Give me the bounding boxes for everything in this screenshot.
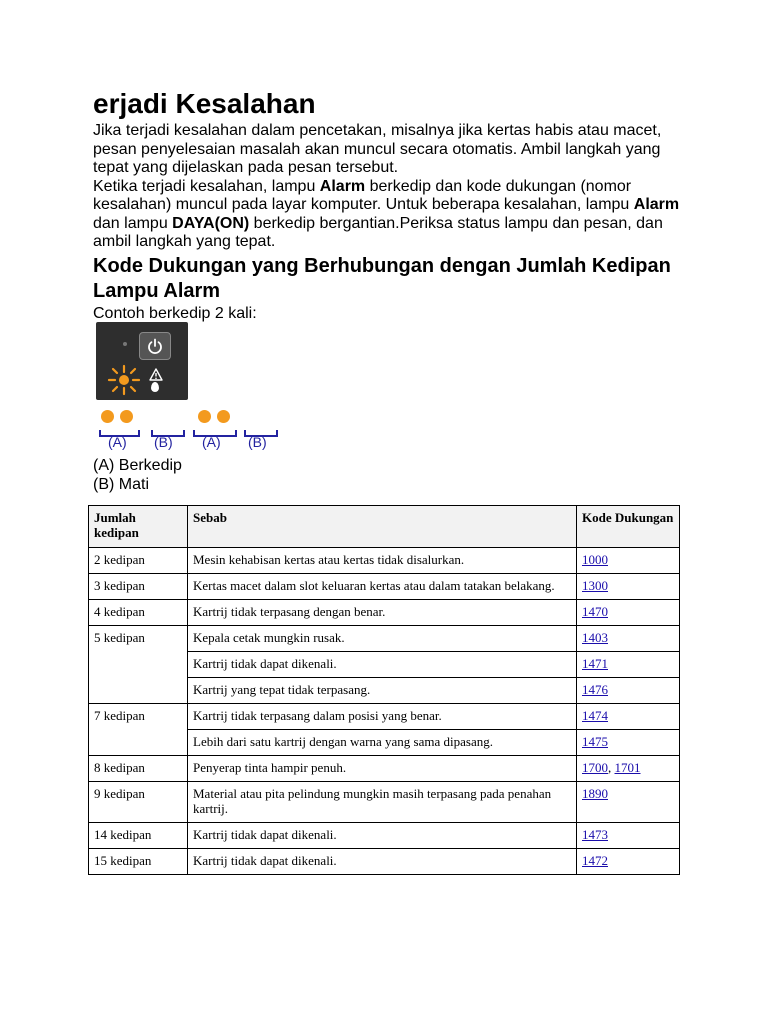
support-code-link[interactable]: 1700 [582,760,608,775]
led-on-icon [198,410,211,423]
support-code-cell [577,652,680,678]
blink-label-a: (A) [202,434,221,450]
cause-cell: Kartrij tidak terpasang dalam posisi yang benar. [188,704,577,730]
blink-label-b: (B) [248,434,267,450]
support-code-link[interactable]: 1473 [582,827,608,842]
support-code-cell [577,626,680,652]
intro-paragraph-2 [93,178,693,252]
blink-count-cell: 14 kedipan [89,823,188,849]
cause-cell: Kartrij tidak dapat dikenali. [188,652,577,678]
blink-label-a: (A) [108,434,127,450]
header-code: Kode Dukungan [577,506,680,548]
power-term: DAYA(ON) [172,214,250,232]
support-code-cell [577,678,680,704]
support-code-link[interactable]: 1890 [582,786,608,801]
cause-cell: Kertas macet dalam slot keluaran kertas atau dalam tatakan belakang. [188,574,577,600]
blink-count-cell: 9 kedipan [89,782,188,823]
support-code-link[interactable]: 1475 [582,734,608,749]
table-row [89,600,680,626]
intro-paragraph-1: Jika terjadi kesalahan dalam pencetakan, misalnya jika kertas habis atau macet, pesan penyelesaian masalah akan muncul secara otomatis. Ambil langkah yang tepat yang dijelaskan pada pesan tersebut. [93,122,662,176]
table-row [89,574,680,600]
cause-cell: Kartrij tidak dapat dikenali. [188,823,577,849]
ink-drop-icon [151,382,159,392]
alarm-term: Alarm [319,177,366,195]
support-code-link[interactable]: 1000 [582,552,608,567]
support-code-cell [577,730,680,756]
section-heading: Kode Dukungan yang Berhubungan dengan Jumlah Kedipan Lampu Alarm [93,254,671,302]
cause-cell: Kartrij yang tepat tidak terpasang. [188,678,577,704]
support-code-link[interactable]: 1476 [582,682,608,697]
blink-label-b: (B) [154,434,173,450]
support-code-cell [577,849,680,875]
table-row [89,704,680,730]
support-code-cell [577,782,680,823]
intro-text: Ketika terjadi kesalahan, lampu [93,177,320,195]
cause-cell: Kepala cetak mungkin rusak. [188,626,577,652]
cause-cell: Kartrij tidak dapat dikenali. [188,849,577,875]
power-led-icon [123,342,127,346]
printer-panel-image [96,322,188,400]
blink-count-cell: 5 kedipan [89,626,188,704]
intro-text: berkedip dan kode dukungan (nomor kesalahan) muncul pada layar komputer. Untuk beberapa kesalahan, lampu [93,177,634,213]
blink-count-cell: 7 kedipan [89,704,188,756]
page-title: erjadi Kesalahan [93,88,316,119]
table-header-row [89,506,680,548]
support-code-table [88,505,680,875]
support-code-cell [577,756,680,782]
led-on-icon [217,410,230,423]
table-row [89,782,680,823]
support-code-link[interactable]: 1472 [582,853,608,868]
legend-item-b: (B) Mati [93,476,149,493]
support-code-link[interactable]: 1701 [614,760,641,775]
support-code-cell [577,548,680,574]
cause-cell: Kartrij tidak terpasang dengan benar. [188,600,577,626]
support-code-link[interactable]: 1471 [582,656,608,671]
table-row [89,823,680,849]
support-code-cell [577,704,680,730]
support-code-link[interactable]: 1470 [582,604,608,619]
cause-cell: Lebih dari satu kartrij dengan warna yang sama dipasang. [188,730,577,756]
blink-legend [93,456,182,494]
header-blinks: Jumlah kedipan [89,506,188,548]
code-separator: , [608,760,615,775]
blink-count-cell: 8 kedipan [89,756,188,782]
table-body [89,548,680,875]
alarm-term: Alarm [633,196,680,213]
support-code-link[interactable]: 1403 [582,630,608,645]
intro-text: berkedip bergantian.Periksa status lampu dan pesan, dan ambil langkah yang tepat. [93,214,663,250]
blink-pattern-diagram [96,405,286,455]
support-code-cell [577,600,680,626]
table-row [89,849,680,875]
cause-cell: Material atau pita pelindung mungkin masih terpasang pada penahan kartrij. [188,782,577,823]
support-code-cell [577,574,680,600]
alarm-lamp-icon [106,364,142,396]
table-row [89,756,680,782]
blink-count-cell: 4 kedipan [89,600,188,626]
blink-count-cell: 2 kedipan [89,548,188,574]
support-code-link[interactable]: 1474 [582,708,608,723]
header-cause: Sebab [188,506,577,548]
example-label: Contoh berkedip 2 kali: [93,304,257,322]
blink-count-cell: 3 kedipan [89,574,188,600]
warning-icon [149,368,163,381]
cause-cell: Penyerap tinta hampir penuh. [188,756,577,782]
support-code-link[interactable]: 1300 [582,578,608,593]
led-on-icon [101,410,114,423]
support-code-cell [577,823,680,849]
led-on-icon [120,410,133,423]
legend-item-a: (A) Berkedip [93,457,182,474]
power-icon [139,332,171,360]
blink-count-cell: 15 kedipan [89,849,188,875]
table-row [89,548,680,574]
cause-cell: Mesin kehabisan kertas atau kertas tidak disalurkan. [188,548,577,574]
table-row [89,626,680,652]
intro-text: dan lampu [93,214,173,232]
document-body [93,86,693,324]
